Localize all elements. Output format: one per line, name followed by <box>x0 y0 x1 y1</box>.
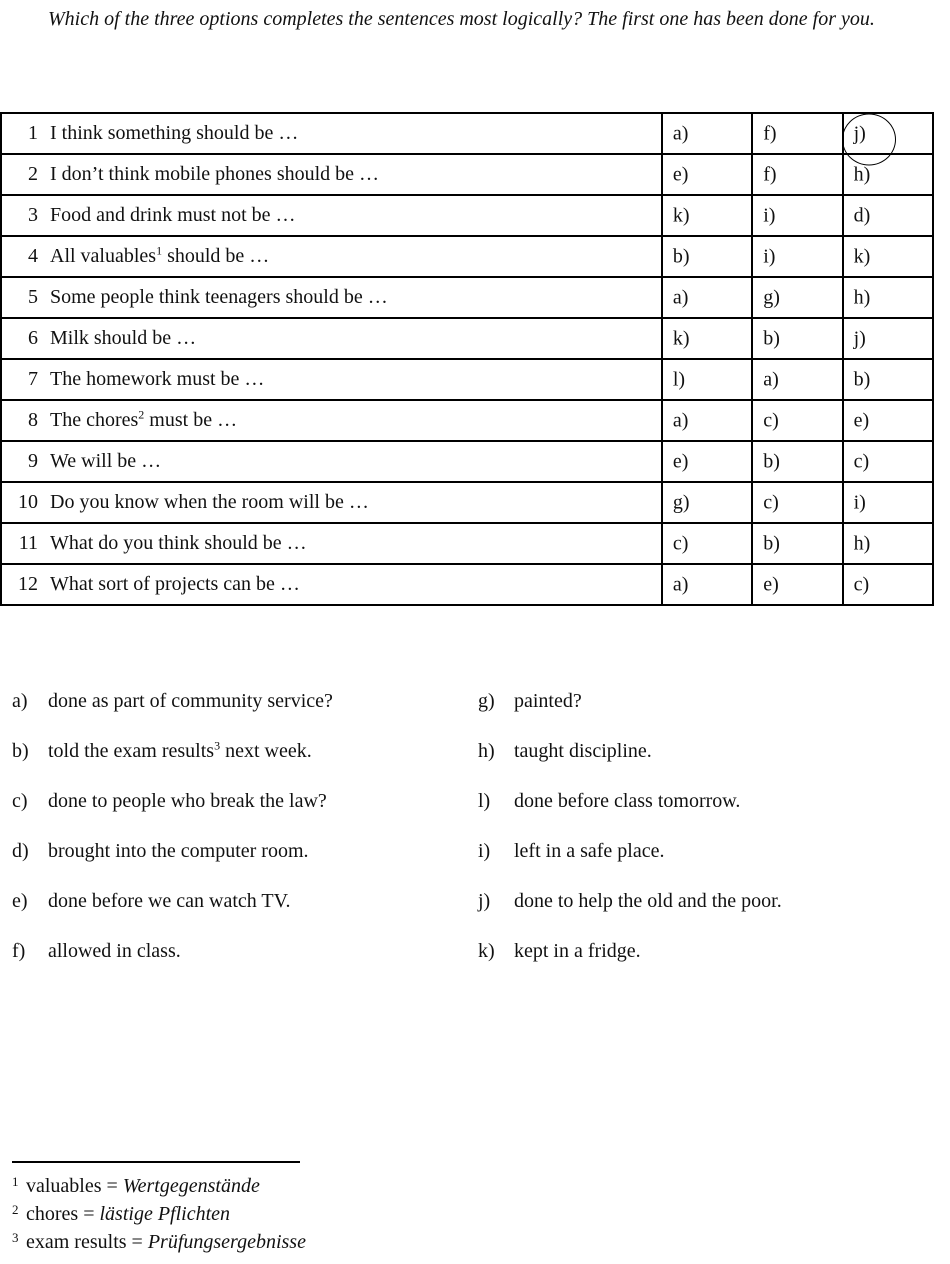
table-row <box>1 113 933 154</box>
option-label: k) <box>672 327 690 349</box>
option-cell[interactable] <box>662 564 752 605</box>
item-number: 11 <box>18 532 38 554</box>
answer-text: done before we can watch TV. <box>48 890 291 912</box>
sentence-stem: Do you know when the room will be … <box>50 491 369 513</box>
table-row <box>1 523 933 564</box>
sentence-cell <box>1 400 662 441</box>
option-label: a) <box>672 409 689 431</box>
option-label: k) <box>853 245 871 267</box>
table-row <box>1 236 933 277</box>
exercise-table-body <box>1 113 933 605</box>
footnote-translation: Wertgegenstände <box>122 1175 260 1197</box>
option-label: h) <box>853 532 871 554</box>
answer-text: brought into the computer room. <box>48 840 309 862</box>
instruction-text: Which of the three options completes the sentences most logically? The first one has been done for you. <box>48 8 875 30</box>
footnote-reference: 3 <box>214 738 221 753</box>
table-row <box>1 154 933 195</box>
option-cell[interactable] <box>843 113 933 154</box>
answer-item <box>12 936 333 986</box>
option-cell[interactable] <box>843 277 933 318</box>
table-row <box>1 564 933 605</box>
option-label: h) <box>853 286 871 308</box>
answer-letter: a) <box>12 690 28 712</box>
sentence-stem: Milk should be … <box>50 327 197 349</box>
answer-text: told the exam results <box>48 740 215 762</box>
option-cell[interactable] <box>752 482 842 523</box>
footnote <box>12 1172 306 1200</box>
option-cell[interactable] <box>843 400 933 441</box>
option-label: b) <box>763 532 780 554</box>
sentence-stem: Some people think teenagers should be … <box>50 286 388 308</box>
answer-letter: j) <box>478 890 491 912</box>
footnote-mark: 1 <box>12 1174 19 1189</box>
option-cell[interactable] <box>662 318 752 359</box>
table-row <box>1 482 933 523</box>
footnote <box>12 1200 306 1228</box>
answer-text: kept in a fridge. <box>514 940 641 962</box>
option-cell[interactable] <box>752 236 842 277</box>
footnote-term: valuables = <box>26 1175 123 1197</box>
exercise-table <box>0 112 934 606</box>
sentence-stem: I don’t think mobile phones should be … <box>50 163 380 185</box>
option-label: i) <box>763 204 776 226</box>
option-cell[interactable] <box>843 564 933 605</box>
answer-text-continued: next week. <box>220 740 312 762</box>
option-label: e) <box>763 573 779 595</box>
sentence-stem-continued: must be … <box>144 409 238 431</box>
footnote-mark: 2 <box>12 1202 19 1217</box>
option-label: a) <box>672 573 689 595</box>
footnote-reference: 2 <box>138 407 145 422</box>
item-number: 6 <box>28 327 38 349</box>
answer-item <box>478 786 782 836</box>
sentence-cell <box>1 564 662 605</box>
option-cell[interactable] <box>843 154 933 195</box>
option-label: b) <box>763 450 780 472</box>
item-number: 1 <box>28 122 38 144</box>
option-cell[interactable] <box>843 441 933 482</box>
answer-list-right <box>478 686 782 986</box>
option-label: b) <box>672 245 690 267</box>
option-label: c) <box>763 409 779 431</box>
option-label: l) <box>672 368 686 390</box>
option-cell[interactable] <box>662 195 752 236</box>
option-label: b) <box>853 368 871 390</box>
sentence-cell <box>1 441 662 482</box>
option-label: i) <box>853 491 866 513</box>
option-cell[interactable] <box>843 482 933 523</box>
option-cell[interactable] <box>662 113 752 154</box>
option-label: a) <box>763 368 779 390</box>
table-row <box>1 195 933 236</box>
answer-item <box>12 886 333 936</box>
answer-item <box>12 686 333 736</box>
option-label: f) <box>763 163 777 185</box>
option-cell[interactable] <box>662 400 752 441</box>
option-label: j) <box>854 122 866 145</box>
table-row <box>1 359 933 400</box>
item-number: 7 <box>28 368 38 390</box>
option-cell[interactable] <box>662 441 752 482</box>
sentence-stem: The chores <box>50 409 139 431</box>
sentence-cell <box>1 154 662 195</box>
sentence-stem: All valuables <box>50 245 157 267</box>
option-label: a) <box>672 122 689 144</box>
option-label: g) <box>763 286 780 308</box>
option-label: b) <box>763 327 780 349</box>
sentence-cell <box>1 359 662 400</box>
sentence-stem: The homework must be … <box>50 368 265 390</box>
answer-letter: d) <box>12 840 29 862</box>
option-cell[interactable] <box>752 113 842 154</box>
option-cell[interactable] <box>843 236 933 277</box>
option-cell[interactable] <box>662 236 752 277</box>
option-label: c) <box>853 450 870 472</box>
table-row <box>1 400 933 441</box>
option-cell[interactable] <box>752 277 842 318</box>
footnote-reference: 1 <box>156 243 163 258</box>
sentence-cell <box>1 523 662 564</box>
sentence-cell <box>1 482 662 523</box>
answer-letter: k) <box>478 940 495 962</box>
answer-item <box>12 786 333 836</box>
table-row <box>1 441 933 482</box>
answer-letter: h) <box>478 740 495 762</box>
option-cell[interactable] <box>752 318 842 359</box>
option-label: e) <box>672 163 689 185</box>
option-label: h) <box>853 163 871 185</box>
answer-letter: c) <box>12 790 28 812</box>
answer-letter: f) <box>12 940 26 962</box>
footnote-translation: lästige Pflichten <box>99 1203 231 1225</box>
option-cell[interactable] <box>752 195 842 236</box>
item-number: 8 <box>28 409 38 431</box>
answer-list-left <box>12 686 333 986</box>
option-cell[interactable] <box>662 523 752 564</box>
item-number: 4 <box>28 245 38 267</box>
answer-letter: b) <box>12 740 29 762</box>
answer-letter: e) <box>12 890 28 912</box>
answer-letter: g) <box>478 690 495 712</box>
item-number: 10 <box>18 491 38 513</box>
answer-item <box>478 736 782 786</box>
option-cell[interactable] <box>843 359 933 400</box>
sentence-stem: I think something should be … <box>50 122 299 144</box>
answer-text: done to help the old and the poor. <box>514 890 782 912</box>
option-label: j) <box>853 327 866 349</box>
answer-text: done as part of community service? <box>48 690 333 712</box>
option-label: f) <box>763 122 777 144</box>
option-cell[interactable] <box>843 318 933 359</box>
footnote-term: chores = <box>26 1203 100 1225</box>
answer-text: done before class tomorrow. <box>514 790 741 812</box>
sentence-cell <box>1 195 662 236</box>
item-number: 5 <box>28 286 38 308</box>
sentence-stem: We will be … <box>50 450 162 472</box>
option-cell[interactable] <box>752 564 842 605</box>
footnotes <box>12 1172 306 1256</box>
item-number: 3 <box>28 204 38 226</box>
footnote-mark: 3 <box>12 1230 19 1245</box>
option-cell[interactable] <box>662 277 752 318</box>
answer-text: allowed in class. <box>48 940 181 962</box>
answer-text: left in a safe place. <box>514 840 665 862</box>
option-cell[interactable] <box>662 154 752 195</box>
answer-item <box>12 736 333 786</box>
option-label: d) <box>853 204 871 226</box>
answer-text: done to people who break the law? <box>48 790 327 812</box>
option-label: c) <box>853 573 870 595</box>
option-label: e) <box>672 450 689 472</box>
answer-item <box>478 886 782 936</box>
option-cell[interactable] <box>752 359 842 400</box>
answer-letter: i) <box>478 840 491 862</box>
item-number: 2 <box>28 163 38 185</box>
option-label: i) <box>763 245 776 267</box>
option-label: e) <box>853 409 870 431</box>
table-row <box>1 318 933 359</box>
option-cell[interactable] <box>752 441 842 482</box>
sentence-stem: What sort of projects can be … <box>50 573 300 595</box>
option-cell[interactable] <box>752 400 842 441</box>
sentence-cell <box>1 277 662 318</box>
footnote-translation: Prüfungsergebnisse <box>147 1231 306 1253</box>
answer-item <box>478 836 782 886</box>
item-number: 9 <box>28 450 38 472</box>
answer-text: taught discipline. <box>514 740 652 762</box>
option-label: c) <box>672 532 689 554</box>
option-cell[interactable] <box>843 523 933 564</box>
sentence-stem-continued: should be … <box>162 245 270 267</box>
answer-item <box>12 836 333 886</box>
option-label: k) <box>672 204 690 226</box>
answer-text: painted? <box>514 690 582 712</box>
option-cell[interactable] <box>752 523 842 564</box>
option-label: a) <box>672 286 689 308</box>
sentence-stem: What do you think should be … <box>50 532 307 554</box>
footnote-term: exam results = <box>26 1231 148 1253</box>
option-label: g) <box>672 491 690 513</box>
sentence-cell <box>1 236 662 277</box>
answer-item <box>478 686 782 736</box>
option-cell[interactable] <box>752 154 842 195</box>
answer-letter: l) <box>478 790 491 812</box>
option-cell[interactable] <box>843 195 933 236</box>
sentence-cell <box>1 318 662 359</box>
option-cell[interactable] <box>662 359 752 400</box>
footnote <box>12 1228 306 1256</box>
item-number: 12 <box>18 573 38 595</box>
answer-item <box>478 936 782 986</box>
sentence-cell <box>1 113 662 154</box>
option-label: c) <box>763 491 779 513</box>
sentence-stem: Food and drink must not be … <box>50 204 296 226</box>
option-cell[interactable] <box>662 482 752 523</box>
footnote-divider <box>12 1161 300 1163</box>
table-row <box>1 277 933 318</box>
